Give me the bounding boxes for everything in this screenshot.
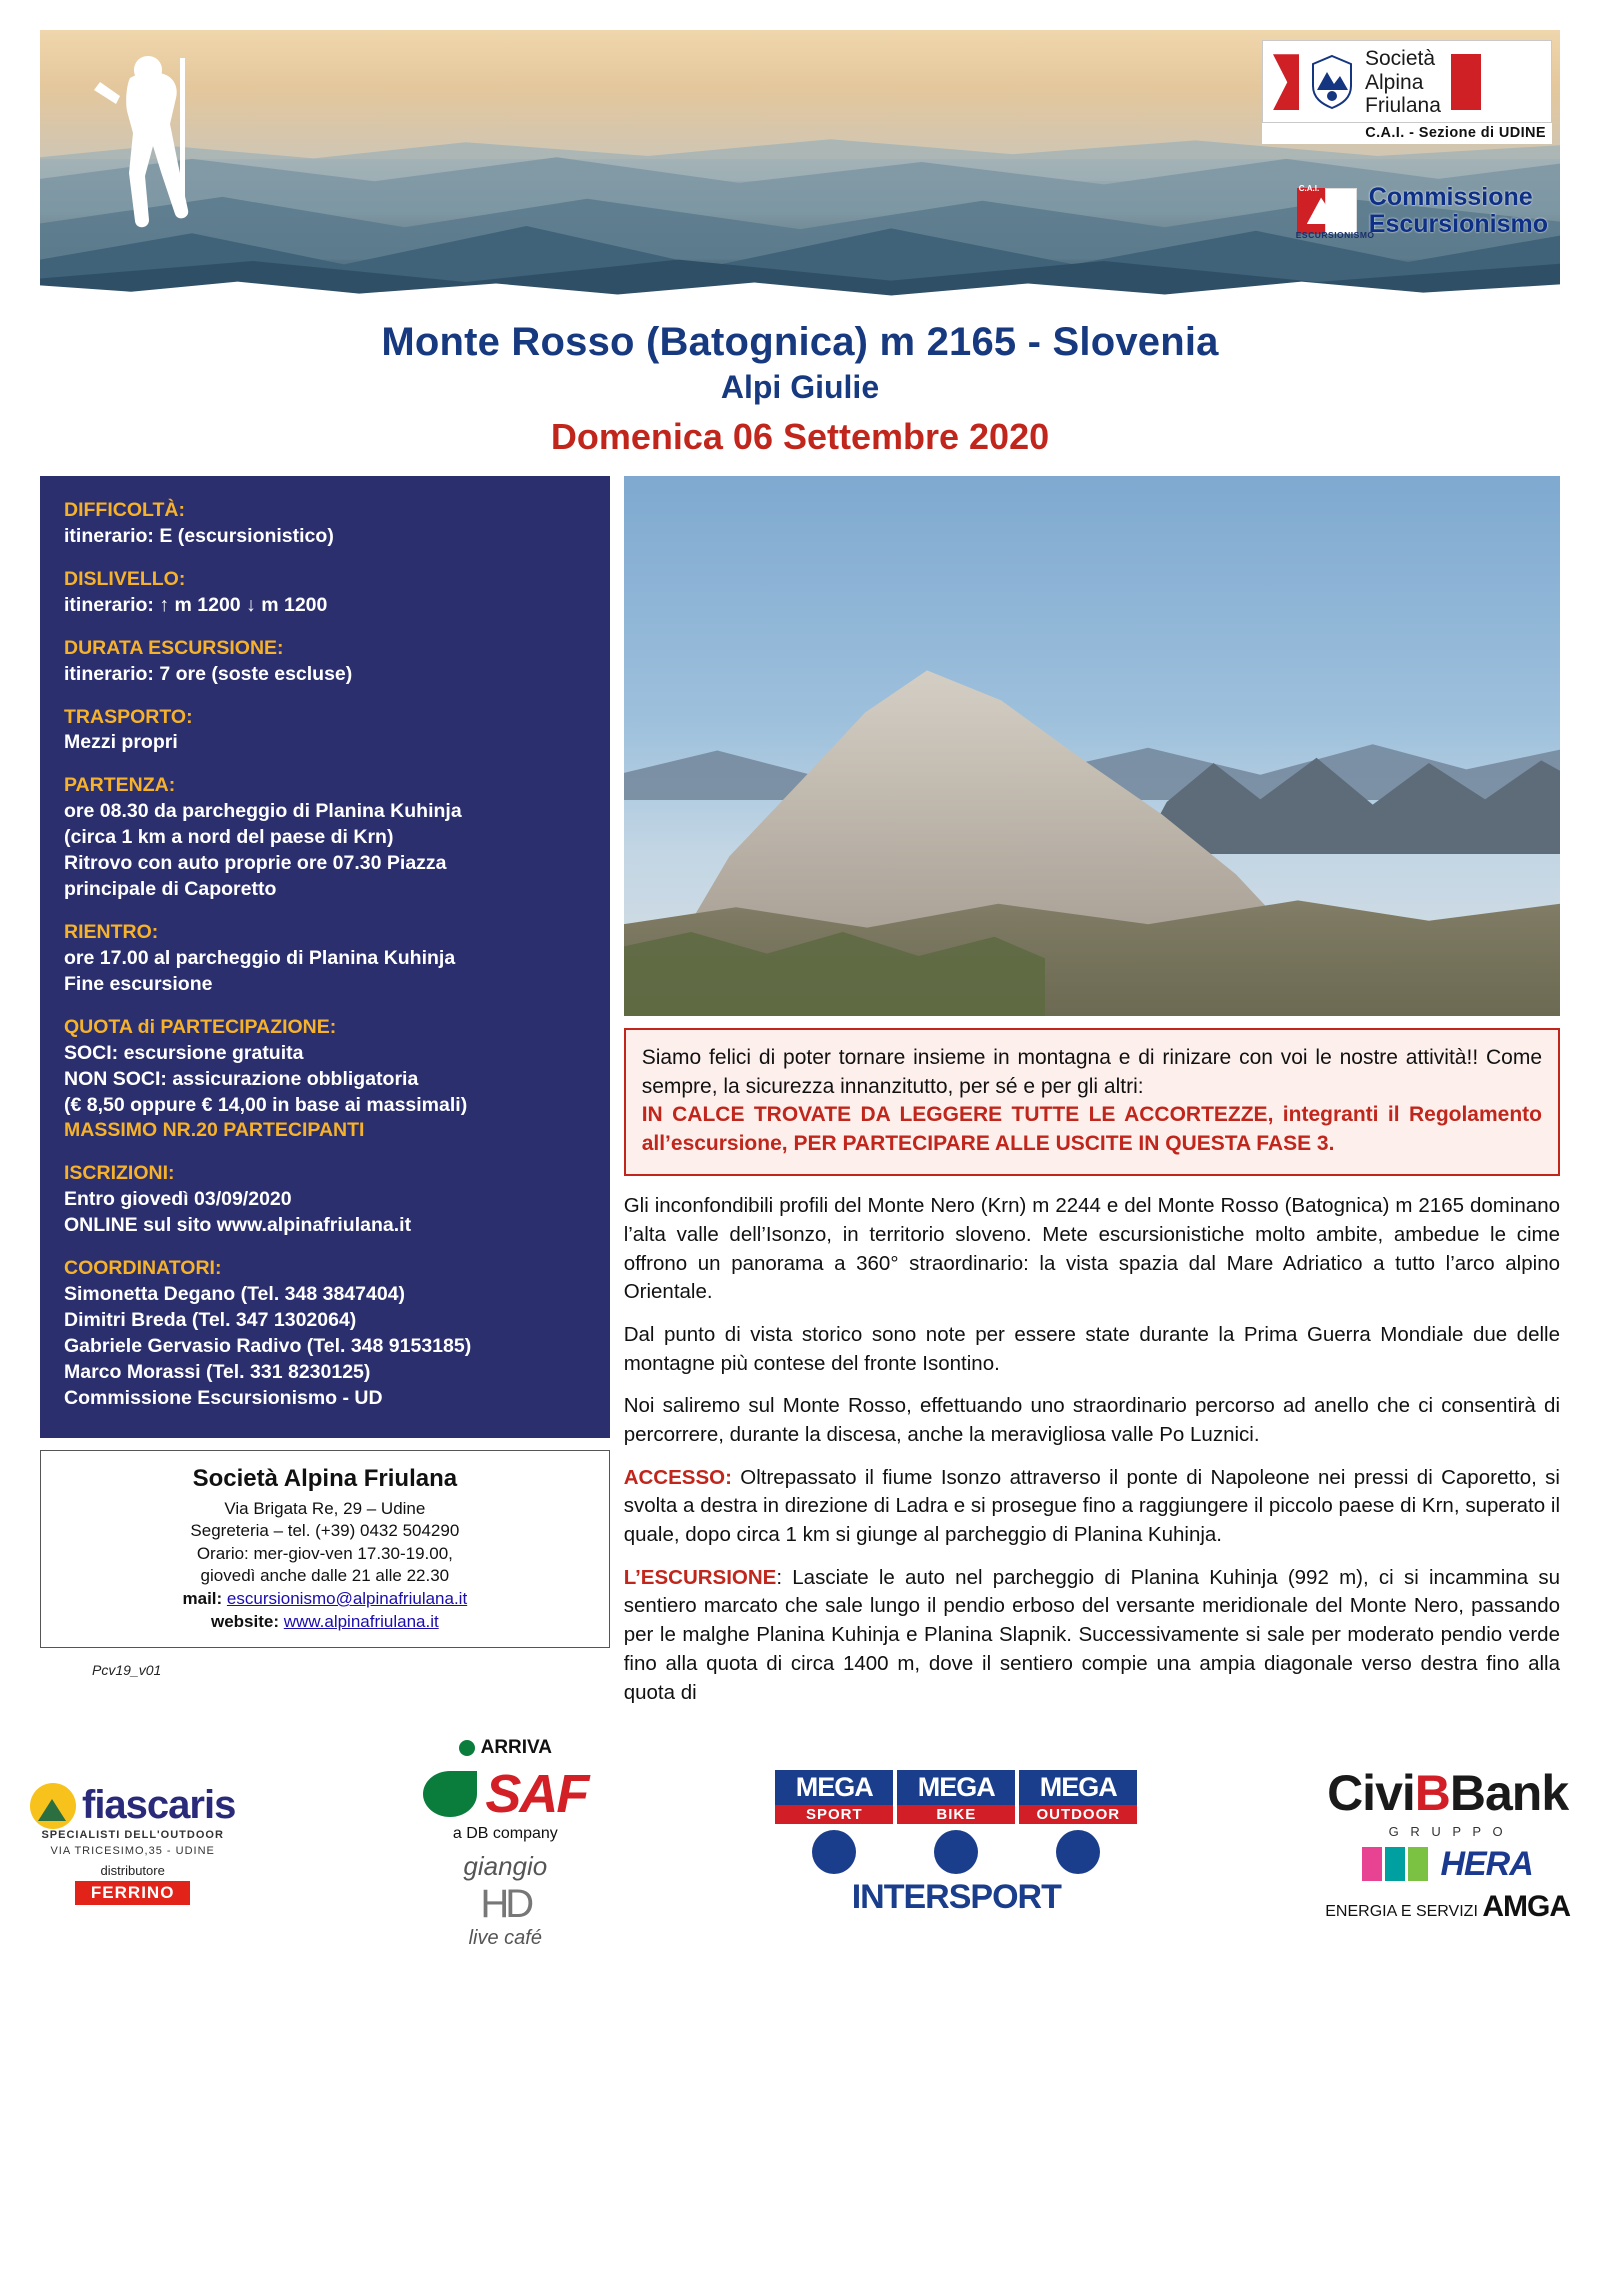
info-elevation xyxy=(64,567,588,619)
hera-bar-1 xyxy=(1362,1847,1382,1881)
org-name-line-2: Alpina xyxy=(1365,70,1424,94)
departure-label: PARTENZA: xyxy=(64,774,176,797)
giangio-monogram: HD xyxy=(480,1882,531,1927)
mega-icon-row xyxy=(775,1830,1137,1874)
saf-db-prefix: a DB company xyxy=(452,1825,558,1843)
description-text xyxy=(624,1192,1560,1707)
ferrino-logo: FERRINO xyxy=(75,1881,191,1905)
access-text: Oltrepassato il fiume Isonzo attraverso il ponte di Napoleone nei pressi di Caporetto, si svolta a destra in direzione di Ladra e si prosegue fino a raggiungere il piccolo paese di Krn, superato il quale, dopo circa 1 km si giunge al parcheggio di Planina Kuhinja. xyxy=(623,1465,1560,1547)
flag-left-shape xyxy=(1273,54,1299,110)
document-code: Pcv19_v01 xyxy=(92,1662,162,1679)
saf-leaf-icon xyxy=(423,1771,477,1817)
badge-top-text: C.A.I. xyxy=(1298,184,1320,193)
outdoor-shape xyxy=(1056,1830,1100,1874)
flag-right-shape xyxy=(1451,54,1481,110)
contact-title: Società Alpina Friulana xyxy=(192,1464,458,1492)
event-date: Domenica 06 Settembre 2020 xyxy=(550,416,1050,457)
departure-line-2: (circa 1 km a nord del paese di Krn) xyxy=(64,826,394,849)
sponsor-bar xyxy=(0,1727,1600,1974)
notice-red-text: IN CALCE TROVATE DA LEGGERE TUTTE LE ACCORTEZZE, integranti il Regolamento all’escursione, PER PARTECIPARE ALLE USCITE IN QUESTA FASE 3. xyxy=(641,1103,1542,1155)
coordinator-2: Dimitri Breda (Tel. 347 1302064) xyxy=(64,1308,357,1331)
notice-intro: Siamo felici di poter tornare insieme in montagna e di rinizare con voi le nostre attività!! Come sempre, la sicurezza innanzitutto, per sé e per gli altri: xyxy=(641,1046,1542,1098)
org-name xyxy=(1365,47,1441,118)
intersport-name: INTERSPORT xyxy=(851,1878,1061,1917)
departure-line-1: ore 08.30 da parcheggio di Planina Kuhinja xyxy=(64,800,462,823)
hiker-icon xyxy=(70,38,220,268)
fee-line-3: (€ 8,50 oppure € 14,00 in base ai massimali) xyxy=(64,1093,468,1116)
contact-mail-label: mail: xyxy=(182,1589,223,1608)
contact-website-label: website: xyxy=(210,1611,280,1631)
tent-icon xyxy=(30,1783,76,1829)
football-icon xyxy=(775,1830,893,1874)
return-label: RIENTRO: xyxy=(64,920,159,943)
contact-website-row xyxy=(51,1611,599,1634)
hera-bar-3 xyxy=(1408,1847,1428,1881)
hera-name: HERA xyxy=(1440,1844,1533,1883)
mega-row xyxy=(775,1770,1137,1824)
mountain-photo xyxy=(624,476,1560,1016)
commission-line-1: Commissione xyxy=(1368,182,1533,211)
contact-address: Via Brigata Re, 29 – Udine xyxy=(224,1498,426,1518)
description-paragraph-1: Gli inconfondibili profili del Monte Nero (Krn) m 2244 e del Monte Rosso (Batognica) m 2165 dominano l’alta valle dell’Isonzo, in territorio sloveno. Mete escursionistiche molto ambite, ambedue le cime offrono un panorama a 360° straordinario: la vista spazia dal Mare Adriatico a tutto l’arco alpino Orientale. xyxy=(623,1194,1560,1304)
departure-line-4: principale di Caporetto xyxy=(64,878,277,901)
return-line-1: ore 17.00 al parcheggio di Planina Kuhinja xyxy=(64,946,456,969)
mega-word-3: MEGA xyxy=(1019,1770,1137,1805)
excursion-text: : Lasciate le auto nel parcheggio di Planina Kuhinja (992 m), ci si incammina su sentiero marcato che sale lungo il pendio erboso del versante meridionale del Monte Nero, passando per le malghe Planina Kuhinja e Planina Slapnik. Successivamente si sale per moderato pendio verde fino alla quota di circa 1400 m, dove il sentiero compie una ampia diagonale verso destra fino alla quota di xyxy=(623,1565,1560,1704)
elevation-label: DISLIVELLO: xyxy=(64,567,186,590)
coordinator-4: Marco Morassi (Tel. 331 8230125) xyxy=(64,1360,371,1383)
hera-logo xyxy=(1362,1845,1532,1884)
fiascaris-distributor-label: distributore xyxy=(100,1862,165,1878)
org-name-line-1: Società xyxy=(1365,47,1436,70)
excursion-paragraph xyxy=(624,1564,1560,1707)
fiascaris-row xyxy=(30,1783,235,1829)
mega-cell-outdoor xyxy=(1019,1770,1137,1824)
fiascaris-tagline: SPECIALISTI DELL'OUTDOOR xyxy=(41,1828,224,1841)
page-subtitle: Alpi Giulie xyxy=(720,369,880,405)
info-duration xyxy=(64,636,588,688)
giangio-cafe: live café xyxy=(468,1927,542,1950)
gruppo-label: G R U P P O xyxy=(1388,1823,1507,1839)
contact-secretary: Segreteria – tel. (+39) 0432 504290 xyxy=(190,1521,460,1541)
coordinator-5: Commissione Escursionismo - UD xyxy=(64,1386,383,1409)
saf-logo-box xyxy=(1262,40,1552,123)
tent-triangle xyxy=(38,1799,66,1821)
commission-logo xyxy=(1297,182,1548,240)
excursion-info-box xyxy=(40,476,610,1438)
main-content xyxy=(0,458,1600,1721)
mega-sub-3: OUTDOOR xyxy=(1019,1805,1137,1824)
arriva-dot-icon xyxy=(459,1740,475,1756)
fee-highlight: MASSIMO NR.20 PARTECIPANTI xyxy=(64,1119,365,1142)
description-paragraph-2: Dal punto di vista storico sono note per essere state durante la Prima Guerra Mondiale due delle montagne più contese del fronte Isontino. xyxy=(623,1322,1560,1375)
registration-line-1: Entro giovedì 03/09/2020 xyxy=(64,1188,292,1211)
amga-logo xyxy=(1325,1890,1570,1924)
info-transport xyxy=(64,705,588,757)
info-departure xyxy=(64,773,588,903)
civi-b-letter: B xyxy=(1414,1764,1450,1821)
info-coordinators xyxy=(64,1256,588,1412)
info-registration xyxy=(64,1161,588,1239)
registration-line-2[interactable]: ONLINE sul sito www.alpinafriulana.it xyxy=(64,1214,412,1237)
access-label: ACCESSO: xyxy=(623,1465,732,1489)
coordinator-3: Gabriele Gervasio Radivo (Tel. 348 9153185) xyxy=(64,1334,472,1357)
hera-bar-2 xyxy=(1385,1847,1405,1881)
contact-mail-row xyxy=(51,1588,599,1611)
mega-word-2: MEGA xyxy=(897,1770,1015,1805)
sponsor-fiascaris xyxy=(30,1783,235,1905)
commission-badge-icon xyxy=(1295,182,1375,240)
cai-crest-icon xyxy=(1309,54,1355,110)
description-paragraph-3: Noi saliremo sul Monte Rosso, effettuando uno straordinario percorso ad anello che ci consentirà di percorrere, durante la discesa, anche la meravigliosa valle Po Luznici. xyxy=(623,1394,1560,1446)
fee-line-2: NON SOCI: assicurazione obbligatoria xyxy=(64,1067,419,1090)
sponsor-arriva-saf xyxy=(423,1737,587,1950)
saf-name: SAF xyxy=(485,1764,588,1825)
mega-word-1: MEGA xyxy=(775,1770,893,1805)
fee-label: QUOTA di PARTECIPAZIONE: xyxy=(64,1015,337,1038)
contact-hours-1: Orario: mer-giov-ven 17.30-19.00, xyxy=(196,1543,453,1563)
commission-text xyxy=(1369,184,1548,239)
sponsor-civibank xyxy=(1325,1764,1570,1924)
duration-label: DURATA ESCURSIONE: xyxy=(64,636,284,659)
civibank-row xyxy=(1327,1764,1568,1822)
elevation-value: itinerario: ↑ m 1200 ↓ m 1200 xyxy=(64,593,328,616)
registration-label: ISCRIZIONI: xyxy=(64,1162,175,1185)
amga-tagline: ENERGIA E SERVIZI xyxy=(1325,1902,1478,1920)
info-fee xyxy=(64,1015,588,1145)
mega-cell-bike xyxy=(897,1770,1015,1824)
contact-box xyxy=(40,1450,610,1649)
arriva-logo xyxy=(459,1737,552,1759)
access-paragraph xyxy=(624,1464,1560,1550)
bike-shape xyxy=(934,1830,978,1874)
contact-website-link[interactable]: www.alpinafriulana.it xyxy=(283,1611,439,1631)
departure-line-3: Ritrovo con auto proprie ore 07.30 Piazza xyxy=(64,852,447,875)
outdoor-icon xyxy=(1019,1830,1137,1874)
saf-sponsor-logo xyxy=(423,1763,587,1825)
fiascaris-name: fiascaris xyxy=(82,1783,236,1828)
duration-value: itinerario: 7 ore (soste escluse) xyxy=(64,662,353,685)
coordinators-label: COORDINATORI: xyxy=(64,1257,222,1280)
info-difficulty xyxy=(64,498,588,550)
sponsor-mega-intersport xyxy=(775,1770,1137,1917)
cai-section-label: C.A.I. - Sezione di UDINE xyxy=(1262,123,1552,144)
football-shape xyxy=(812,1830,856,1874)
difficulty-label: DIFFICOLTÀ: xyxy=(64,499,185,521)
info-return xyxy=(64,920,588,998)
contact-hours-2: giovedì anche dalle 21 alle 22.30 xyxy=(200,1566,450,1586)
excursion-label: L’ESCURSIONE xyxy=(623,1565,777,1589)
giangio-logo xyxy=(463,1851,547,1950)
saf-db-line xyxy=(453,1825,558,1843)
badge-bottom-text: ESCURSIONISMO xyxy=(1295,230,1375,240)
covid-notice-box xyxy=(624,1028,1560,1176)
giangio-name: giangio xyxy=(463,1851,548,1882)
return-line-2: Fine escursione xyxy=(64,972,213,995)
page-title: Monte Rosso (Batognica) m 2165 - Slovenia xyxy=(381,320,1219,364)
transport-label: TRASPORTO: xyxy=(64,705,193,728)
fee-line-1: SOCI: escursione gratuita xyxy=(64,1041,304,1064)
coordinator-1: Simonetta Degano (Tel. 348 3847404) xyxy=(64,1283,406,1306)
hera-bars-icon xyxy=(1362,1847,1428,1881)
contact-mail-link[interactable]: escursionismo@alpinafriulana.it xyxy=(226,1589,468,1608)
commission-line-2: Escursionismo xyxy=(1368,210,1548,238)
saf-logo xyxy=(1262,40,1552,144)
intersport-logo xyxy=(852,1878,1061,1917)
org-name-line-3: Friulana xyxy=(1365,94,1441,118)
fiascaris-address: VIA TRICESIMO,35 - UDINE xyxy=(50,1844,215,1857)
left-column xyxy=(40,476,610,1678)
header-banner xyxy=(40,30,1560,310)
civi-text: Civi xyxy=(1327,1764,1415,1821)
difficulty-value: itinerario: E (escursionistico) xyxy=(64,524,334,547)
arriva-row xyxy=(459,1737,552,1759)
title-block xyxy=(0,320,1600,458)
amga-name: AMGA xyxy=(1482,1889,1570,1923)
bank-text: Bank xyxy=(1449,1764,1569,1821)
mega-cell-sport xyxy=(775,1770,893,1824)
bike-icon xyxy=(897,1830,1015,1874)
poster-page xyxy=(0,30,1600,2293)
mega-sub-1: SPORT xyxy=(775,1805,893,1824)
transport-value: Mezzi propri xyxy=(64,731,178,754)
right-column xyxy=(624,476,1560,1721)
arriva-name: ARRIVA xyxy=(480,1737,553,1759)
mega-sub-2: BIKE xyxy=(897,1805,1015,1824)
